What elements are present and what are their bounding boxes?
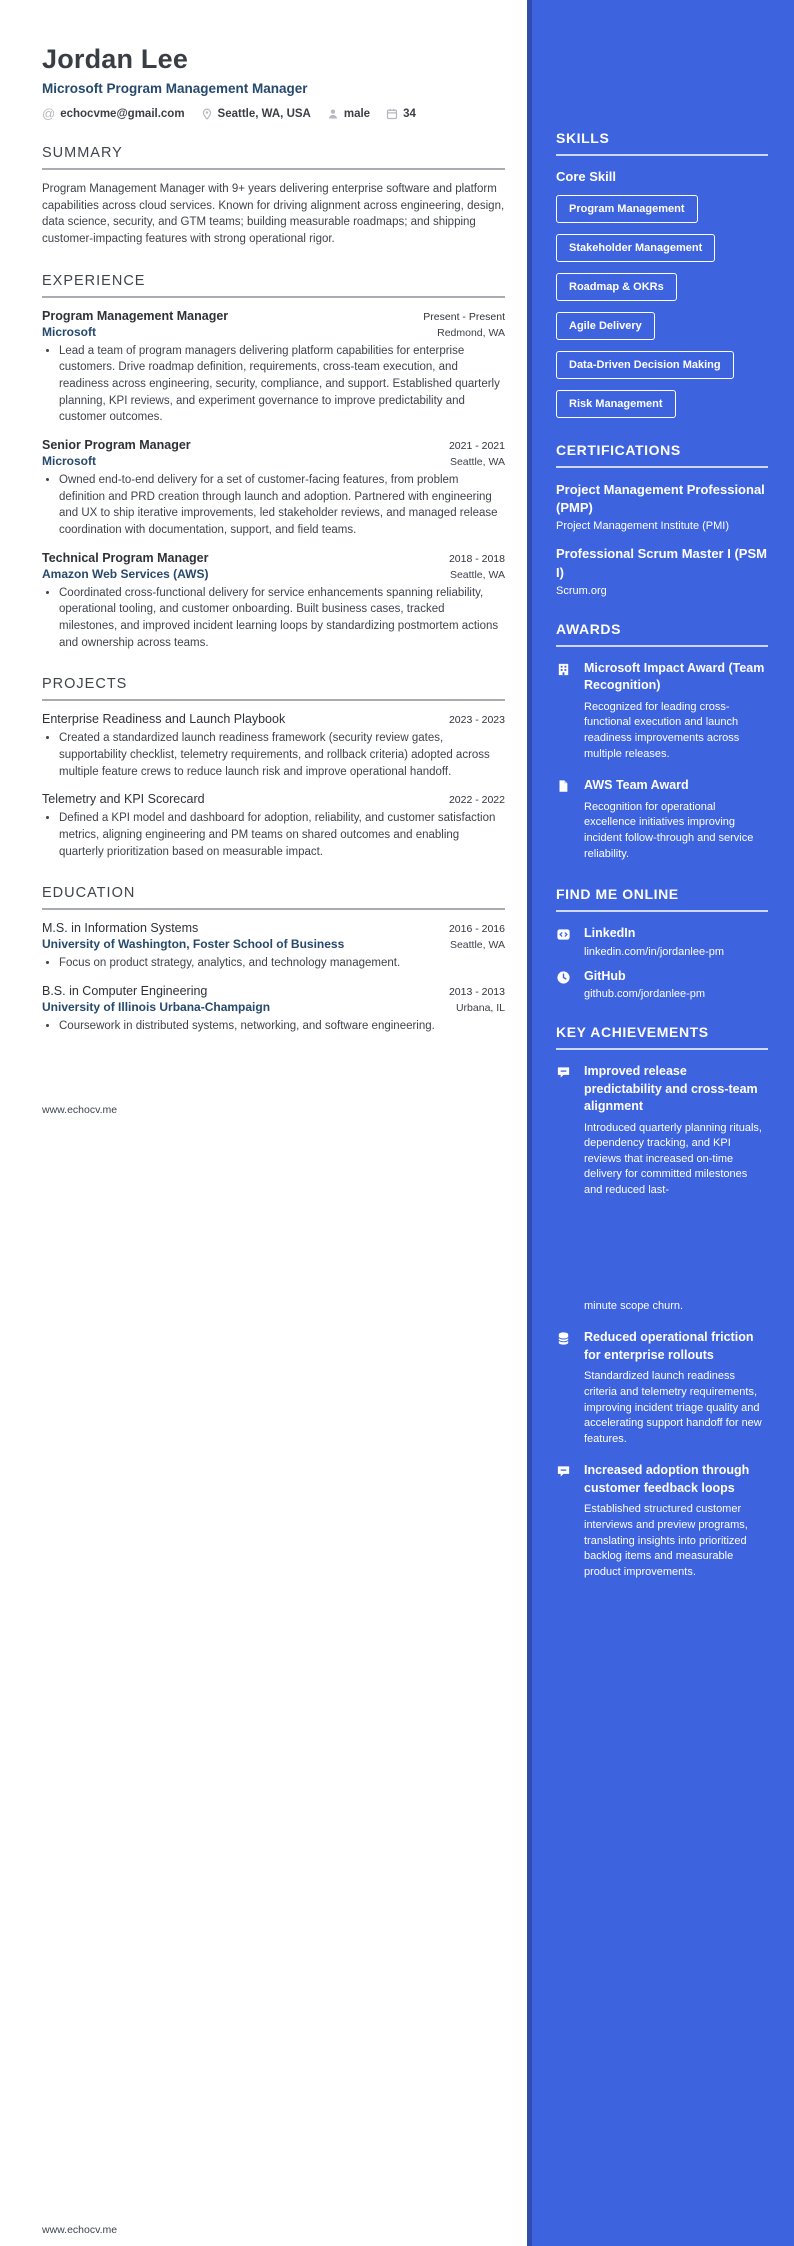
job-dates: 2021 - 2021 [448,440,505,453]
job-location: Redmond, WA [437,326,505,339]
education-entry [42,984,505,1035]
achievement-title: Improved release predictability and cross-team alignment [584,1064,758,1114]
contact-email: echocvme@gmail.com [60,107,185,120]
education-entry [42,921,505,972]
achievement-description-continued: minute scope churn. [584,1299,684,1312]
section-divider [42,296,505,298]
building-icon [556,660,572,762]
section-divider [556,466,768,468]
skill-chip: Stakeholder Management [556,234,715,262]
certifications-section [556,442,768,597]
location-pin-icon [201,108,213,120]
link-item-linkedin[interactable] [556,925,768,958]
section-divider [556,910,768,912]
certification-item [556,545,768,596]
achievement-item [556,1462,768,1580]
award-item [556,660,768,762]
link-url[interactable]: github.com/jordanlee-pm [584,988,706,1001]
section-divider [42,168,505,170]
section-divider [42,699,505,701]
awards-heading: AWARDS [556,620,622,637]
degree: B.S. in Computer Engineering [42,984,208,999]
education-bullet: • Coursework in distributed systems, networking, and software engineering. [59,1018,505,1035]
education-section [42,885,505,1034]
school: University of Illinois Urbana-Champaign [42,1000,271,1015]
summary-heading: SUMMARY [42,145,123,161]
person-icon [327,108,339,120]
skill-chip: Program Management [556,195,698,223]
contact-location-item [201,108,311,120]
achievement-item [556,1063,768,1314]
award-title: AWS Team Award [584,778,689,793]
school: University of Washington, Foster School of Business [42,937,345,952]
projects-heading: PROJECTS [42,676,128,693]
summary-text: Program Management Manager with 9+ years delivering enterprise software and platform capabilities across cloud services. Known for driving alignment across engineering, design, data science, security, and GTM teams; building measurable roadmaps; and shipping customer-impacting features with strong operational rigor. [42,183,505,246]
chat-bubble-icon [556,1063,572,1314]
experience-heading: EXPERIENCE [42,272,146,289]
contact-location: Seattle, WA, USA [217,107,311,120]
school-location: Seattle, WA [449,939,505,952]
section-divider [556,1048,768,1050]
skills-group-label: Core Skill [556,169,616,184]
job-company: Microsoft [42,324,96,339]
calendar-icon [386,108,398,120]
link-item-github[interactable] [556,968,768,1001]
experience-entry [42,551,505,652]
section-divider [556,154,768,156]
award-description: Recognition for operational excellence initiatives improving incident follow-through and service reliability. [584,800,754,860]
contact-gender-item [327,108,370,120]
project-title: Enterprise Readiness and Launch Playbook [42,712,286,727]
section-divider [556,645,768,647]
document-icon [556,777,572,862]
awards-section [556,621,768,862]
footer-url: www.echocv.me [42,2224,118,2236]
certification-name: Professional Scrum Master I (PSM I) [556,546,767,580]
project-dates: 2023 - 2023 [448,714,505,727]
certification-issuer: Scrum.org [556,584,607,597]
job-dates: Present - Present [423,310,505,323]
award-item [556,777,768,862]
resume-header [42,44,505,120]
job-dates: 2018 - 2018 [448,552,505,565]
job-bullet: • Owned end-to-end delivery for a set of customer-facing features, from problem definition and PRD creation through launch and adoption. Partnered with engineering and UX to ship iterative improvements, led stakeholder reviews, and managed release coordination with documentation, support, and field teams. [59,472,505,539]
skills-heading: SKILLS [556,130,610,146]
job-title: Senior Program Manager [42,438,191,453]
job-bullet: • Coordinated cross-functional delivery for service enhancements spanning reliability, operational tooling, and customer onboarding. Built business cases, tracked milestones, and improved incident learning loops by standardizing postmortem actions and ownership across teams. [59,585,505,652]
contact-email-item [42,107,185,120]
job-title: Program Management Manager [42,308,229,323]
section-divider [42,908,505,910]
skills-section [556,130,768,418]
school-location: Urbana, IL [455,1002,505,1015]
contact-age-item [386,108,416,120]
achievement-item [556,1329,768,1447]
achievement-description: Introduced quarterly planning rituals, dependency tracking, and KPI reviews that increased on-time delivery for committed milestones and reduced last- [584,1121,762,1197]
sidebar [527,0,794,2246]
skill-chip: Risk Management [556,390,676,418]
achievement-description: Established structured customer interviews and preview programs, translating insights into prioritized backlog items and measurable product improvements. [584,1503,748,1578]
projects-section [42,676,505,860]
person-title: Microsoft Program Management Manager [42,81,308,96]
project-title: Telemetry and KPI Scorecard [42,792,205,807]
skill-chip: Roadmap & OKRs [556,273,677,301]
job-company: Amazon Web Services (AWS) [42,566,209,581]
experience-entry [42,438,505,539]
job-location: Seattle, WA [449,568,505,581]
project-bullet: • Created a standardized launch readiness framework (security review gates, supportability checklist, telemetry requirements, and rollback criteria) adopted across multiple feature crews to reduce launch risk and improve operational handoff. [59,730,505,780]
clock-icon [556,968,572,1001]
main-column [0,0,527,1047]
certification-issuer: Project Management Institute (PMI) [556,520,730,533]
job-company: Microsoft [42,454,96,469]
skill-chip-list [556,195,768,418]
summary-section [42,145,505,248]
education-bullet: • Focus on product strategy, analytics, and technology management. [59,955,505,972]
achievement-title: Reduced operational friction for enterprise rollouts [584,1330,754,1362]
project-dates: 2022 - 2022 [448,794,505,807]
key-achievements-section [556,1024,768,1580]
project-entry [42,792,505,860]
skill-chip: Data-Driven Decision Making [556,351,734,379]
find-me-online-heading: FIND ME ONLINE [556,886,679,903]
experience-entry [42,309,505,426]
contact-gender: male [343,107,371,120]
education-dates: 2016 - 2016 [448,923,505,936]
certification-name: Project Management Professional (PMP) [556,482,765,516]
certifications-heading: CERTIFICATIONS [556,442,681,458]
find-me-online-section [556,886,768,1000]
link-label: LinkedIn [584,926,636,941]
page-break-gap [584,1199,768,1299]
project-entry [42,712,505,780]
experience-section [42,273,505,652]
link-url[interactable]: linkedin.com/in/jordanlee-pm [584,945,725,958]
job-bullet: • Lead a team of program managers delivering platform capabilities for enterprise customers. Drive roadmap definition, requirements, cross-team execution, and readiness across engineering, security, compliance, and support. Established quarterly planning, KPI reviews, and experiment governance to improve predictability and customer outcomes. [59,343,505,426]
project-bullet: • Defined a KPI model and dashboard for adoption, reliability, and customer satisfaction metrics, aligning engineering and PM teams on shared outcomes and enabling quarterly prioritization based on measurable impact. [59,810,505,860]
contact-row [42,107,505,120]
achievement-title: Increased adoption through customer feedback loops [584,1463,750,1495]
link-label: GitHub [584,968,626,983]
chat-bubble-icon [556,1462,572,1580]
code-box-icon [556,925,572,958]
education-heading: EDUCATION [42,885,136,902]
award-description: Recognized for leading cross-functional execution and launch readiness improvements across multiple releases. [584,700,740,760]
award-title: Microsoft Impact Award (Team Recognition) [584,660,765,693]
education-dates: 2013 - 2013 [448,986,505,999]
job-title: Technical Program Manager [42,550,209,565]
database-icon [556,1329,572,1447]
achievement-description: Standardized launch readiness criteria and telemetry requirements, improving incident triage quality and accelerating support handoff for new features. [584,1370,762,1445]
at-icon: @ [42,106,56,121]
job-location: Seattle, WA [449,456,505,469]
person-name: Jordan Lee [42,44,189,74]
degree: M.S. in Information Systems [42,921,199,936]
key-achievements-heading: KEY ACHIEVEMENTS [556,1024,709,1041]
footer-url: www.echocv.me [42,1104,118,1116]
skill-chip: Agile Delivery [556,312,655,340]
contact-age: 34 [403,107,416,120]
certification-item [556,481,768,532]
